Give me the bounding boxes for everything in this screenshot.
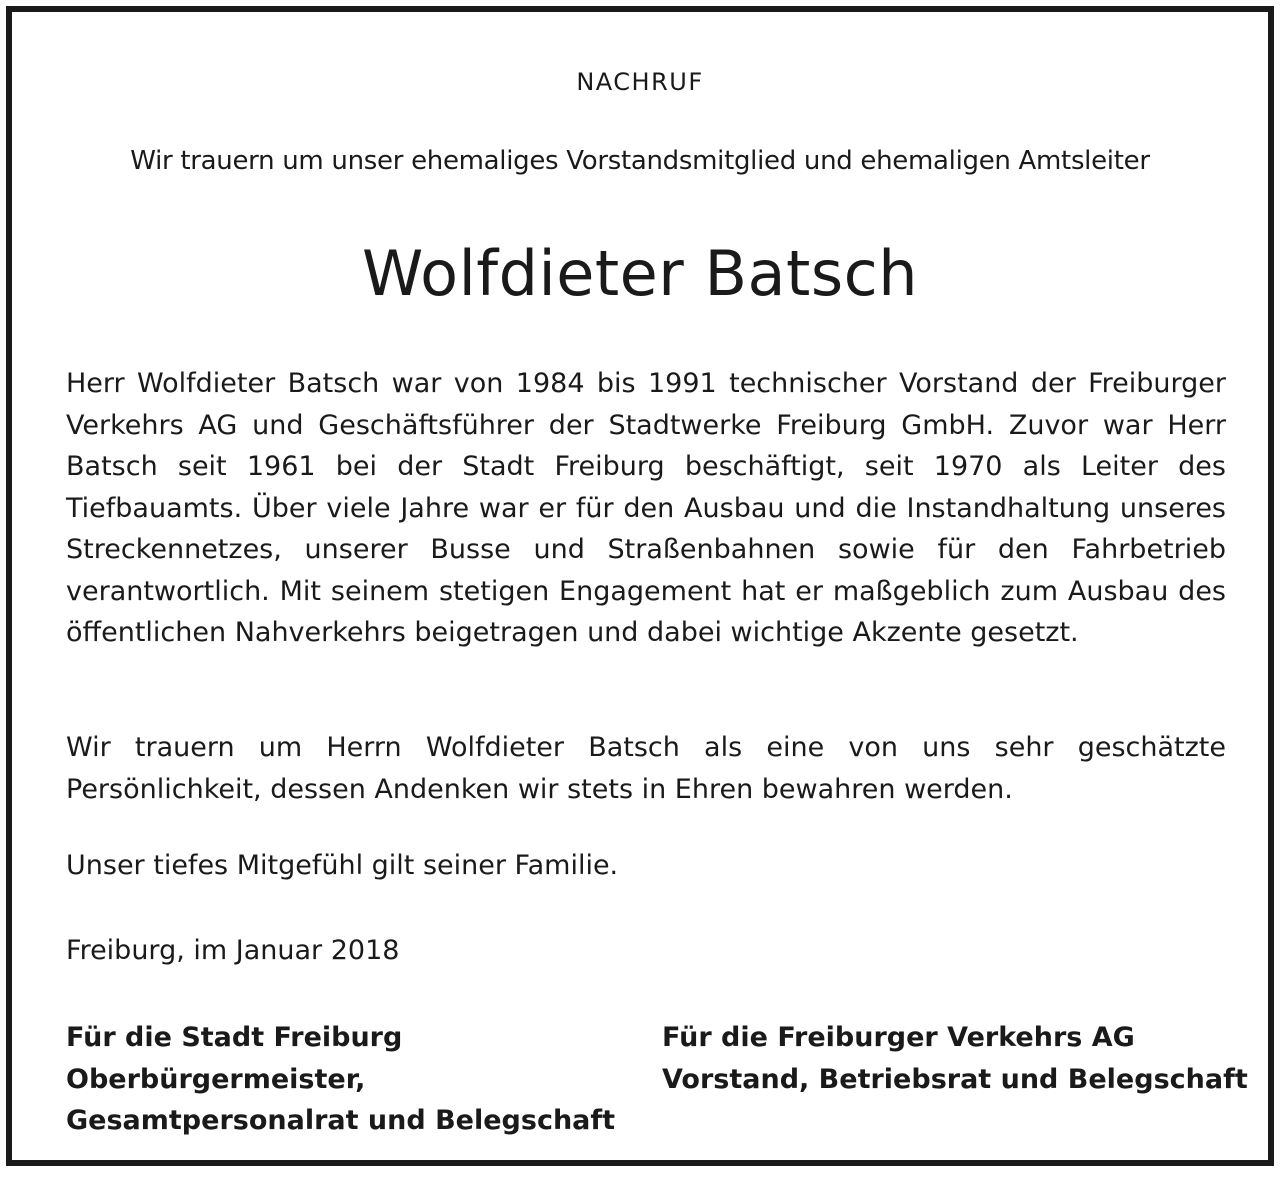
tribute-paragraph: Wir trauern um Herrn Wolfdieter Batsch als eine von uns sehr geschätzte Persönlichkeit, dessen Andenken wir stets in Ehren bewahren werden. [66, 732, 1226, 805]
obituary-frame [6, 6, 1274, 1166]
signature-city-line3: Gesamtpersonalrat und Belegschaft [66, 1105, 616, 1136]
place-date: Freiburg, im Januar 2018 [66, 935, 400, 966]
signature-company [662, 1017, 1252, 1100]
condolence-paragraph: Unser tiefes Mitgefühl gilt seiner Familie. [66, 850, 619, 881]
biography-paragraph: Herr Wolfdieter Batsch war von 1984 bis 1991 technischer Vorstand der Freiburger Verkehrs AG und Geschäftsführer der Stadtwerke Freiburg GmbH. Zuvor war Herr Batsch seit 1961 bei der Stadt Freiburg beschäftigt, seit 1970 als Leiter des Tiefbauamts. Über viele Jahre war er für den Ausbau und die Instandhaltung unseres Streckennetzes, unserer Busse und Straßenbahnen sowie für den Fahrbetrieb verantwortlich. Mit seinem stetigen Engagement hat er maßgeblich zum Ausbau des öffentlichen Nahverkehrs beigetragen und dabei wichtige Akzente gesetzt. [66, 368, 1226, 648]
signature-city-line2: Oberbürgermeister, [66, 1063, 366, 1095]
notice-heading: NACHRUF [576, 68, 704, 96]
signature-company-line2: Vorstand, Betriebsrat und Belegschaft [662, 1063, 1248, 1095]
signature-city [66, 1017, 626, 1142]
signature-company-line1: Für die Freiburger Verkehrs AG [662, 1022, 1135, 1053]
deceased-name: Wolfdieter Batsch [361, 237, 919, 310]
signature-city-line1: Für die Stadt Freiburg [66, 1022, 403, 1053]
intro-line: Wir trauern um unser ehemaliges Vorstandsmitglied und ehemaligen Amtsleiter [130, 146, 1150, 176]
